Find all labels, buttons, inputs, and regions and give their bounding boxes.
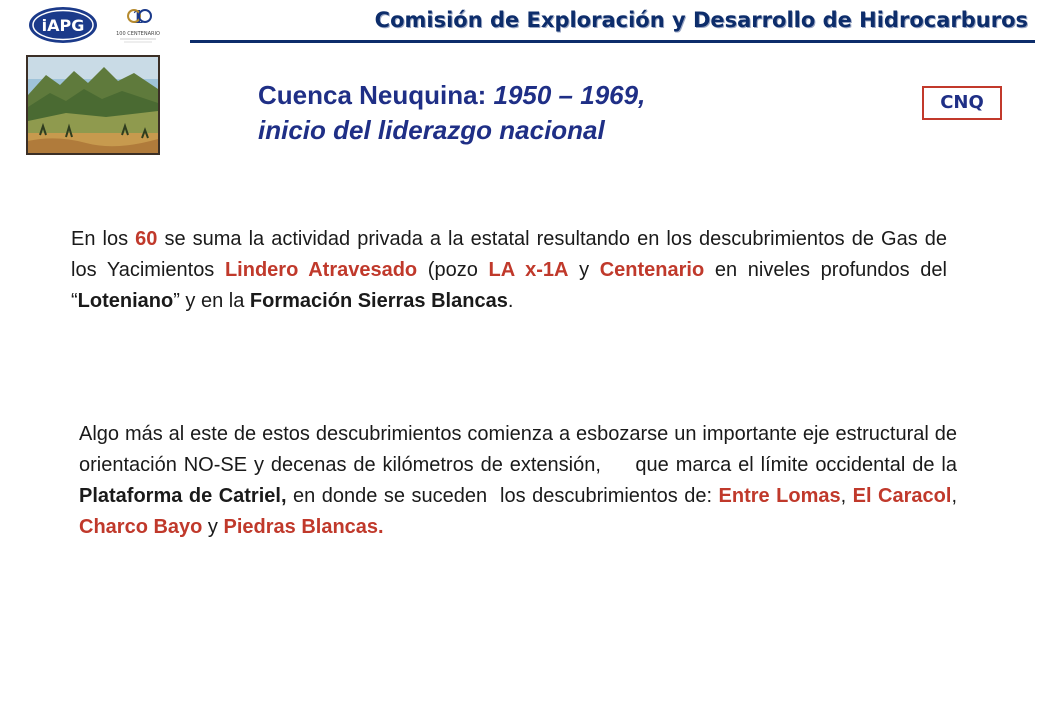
p2-highlight-el-caracol: El Caracol <box>852 485 952 507</box>
p1-highlight-centenario: Centenario <box>599 259 705 281</box>
paragraph-2 <box>79 419 963 543</box>
p1-text: en niveles profundos del “ <box>71 259 947 312</box>
p2-text: , <box>951 485 957 507</box>
p1-text: ” y en la <box>173 290 250 312</box>
p1-highlight-60: 60 <box>135 228 158 250</box>
commission-title: Comisión de Exploración y Desarrollo de Hidrocarburos <box>374 8 1028 32</box>
header-bar <box>0 0 1040 50</box>
centenario-logo-text: 100 CENTENARIO <box>116 31 160 37</box>
slide-title-years: 1950 – 1969, <box>493 80 646 110</box>
p1-highlight-pozo: LA x-1A <box>488 259 569 281</box>
p1-text: . <box>507 290 514 312</box>
p2-highlight-piedras-blancas: Piedras Blancas. <box>223 516 384 538</box>
slide-title <box>258 78 818 148</box>
p1-text: (pozo <box>417 259 489 281</box>
landscape-painting <box>26 55 160 155</box>
p2-highlight-charco-bayo: Charco Bayo <box>79 516 203 538</box>
p2-text: y <box>202 516 224 538</box>
svg-text:1: 1 <box>131 7 145 28</box>
slide-title-line1 <box>258 78 818 113</box>
slide-title-line2: inicio del liderazgo nacional <box>258 115 605 145</box>
p2-text: en donde se suceden los descubrimientos de: <box>286 485 719 507</box>
p2-text: , <box>840 485 853 507</box>
iapg-logo-text: iAPG <box>41 16 85 35</box>
header-rule <box>190 40 1035 43</box>
p2-bold-plataforma: Plataforma de Catriel, <box>79 485 287 507</box>
p1-highlight-lindero: Lindero Atravesado <box>224 259 418 281</box>
p1-text: se suma la actividad privada a la estatal resultando en los descubrimientos de Gas de los Yacimientos <box>71 228 947 281</box>
slide-title-prefix: Cuenca Neuquina: <box>258 80 494 110</box>
p1-bold-loteniano: Loteniano <box>77 290 174 312</box>
centenario-logo <box>112 3 164 47</box>
p1-text: y <box>568 259 600 281</box>
cnq-badge: CNQ <box>922 86 1002 120</box>
paragraph-1 <box>71 224 947 317</box>
p2-text: Algo más al este de estos descubrimientos comienza a esbozarse un importante eje estructural de orientación NO-SE y decenas de kilómetros de extensión, que marca el límite occidental de la <box>79 423 963 476</box>
p1-text: En los <box>71 228 136 250</box>
p1-bold-formacion: Formación Sierras Blancas <box>249 290 508 312</box>
p2-highlight-entre-lomas: Entre Lomas <box>718 485 841 507</box>
iapg-logo <box>27 5 99 45</box>
